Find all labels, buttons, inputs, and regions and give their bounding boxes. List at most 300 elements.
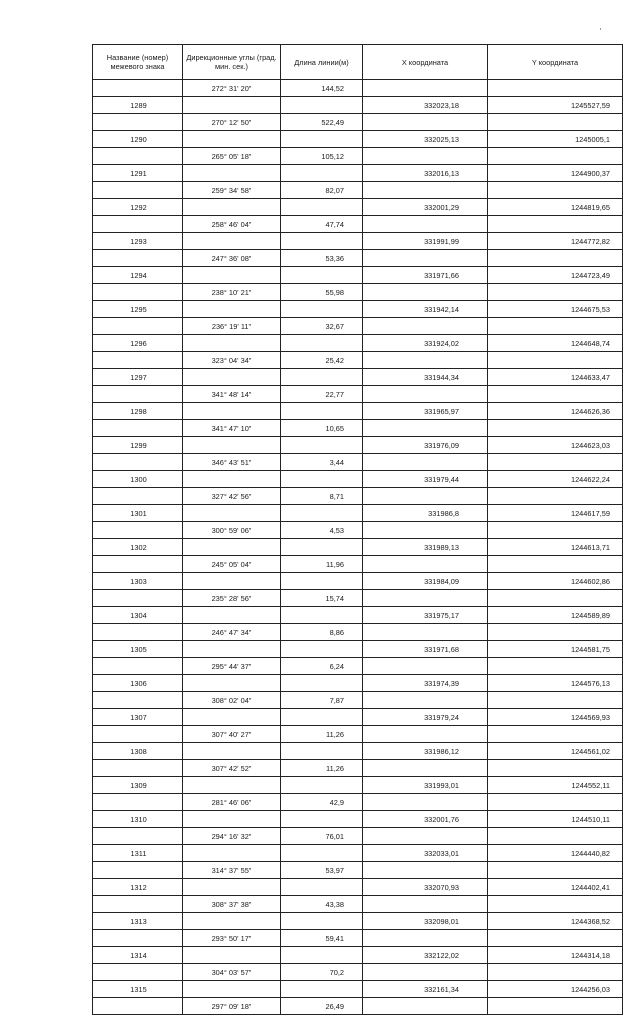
point-row bbox=[93, 607, 623, 624]
line-length-cell: 11,26 bbox=[281, 726, 363, 743]
empty-cell bbox=[93, 930, 183, 947]
line-length-cell: 70,2 bbox=[281, 964, 363, 981]
point-row bbox=[93, 335, 623, 352]
point-name-cell: 1313 bbox=[93, 913, 183, 930]
line-length-cell: 144,52 bbox=[281, 80, 363, 97]
segment-row bbox=[93, 250, 623, 267]
empty-cell bbox=[93, 318, 183, 335]
line-length-cell: 25,42 bbox=[281, 352, 363, 369]
header-point-name: Название (номер) межевого знака bbox=[93, 45, 183, 80]
y-coordinate-cell: 1244569,93 bbox=[488, 709, 623, 726]
y-coordinate-cell: 1245005,1 bbox=[488, 131, 623, 148]
direction-angle-cell: 259° 34' 58" bbox=[183, 182, 281, 199]
empty-cell bbox=[183, 165, 281, 182]
segment-row bbox=[93, 930, 623, 947]
point-row bbox=[93, 845, 623, 862]
x-coordinate-cell: 331975,17 bbox=[363, 607, 488, 624]
empty-cell bbox=[93, 488, 183, 505]
line-length-cell: 53,36 bbox=[281, 250, 363, 267]
point-name-cell: 1304 bbox=[93, 607, 183, 624]
direction-angle-cell: 238° 10' 21" bbox=[183, 284, 281, 301]
x-coordinate-cell: 331979,44 bbox=[363, 471, 488, 488]
segment-row bbox=[93, 352, 623, 369]
point-row bbox=[93, 981, 623, 998]
direction-angle-cell: 258° 46' 04" bbox=[183, 216, 281, 233]
x-coordinate-cell: 331974,39 bbox=[363, 675, 488, 692]
line-length-cell: 105,12 bbox=[281, 148, 363, 165]
empty-cell bbox=[183, 131, 281, 148]
segment-row bbox=[93, 896, 623, 913]
empty-cell bbox=[488, 80, 623, 97]
line-length-cell: 53,97 bbox=[281, 862, 363, 879]
segment-row bbox=[93, 726, 623, 743]
segment-row bbox=[93, 148, 623, 165]
line-length-cell: 15,74 bbox=[281, 590, 363, 607]
x-coordinate-cell: 331986,8 bbox=[363, 505, 488, 522]
segment-row bbox=[93, 794, 623, 811]
x-coordinate-cell: 332016,13 bbox=[363, 165, 488, 182]
x-coordinate-cell: 332033,01 bbox=[363, 845, 488, 862]
empty-cell bbox=[363, 794, 488, 811]
direction-angle-cell: 346° 43' 51" bbox=[183, 454, 281, 471]
x-coordinate-cell: 331986,12 bbox=[363, 743, 488, 760]
point-row bbox=[93, 165, 623, 182]
empty-cell bbox=[281, 199, 363, 216]
header-y-coordinate: Y координата bbox=[488, 45, 623, 80]
direction-angle-cell: 307° 40' 27" bbox=[183, 726, 281, 743]
empty-cell bbox=[363, 148, 488, 165]
empty-cell bbox=[281, 777, 363, 794]
y-coordinate-cell: 1244314,18 bbox=[488, 947, 623, 964]
empty-cell bbox=[363, 284, 488, 301]
empty-cell bbox=[281, 437, 363, 454]
empty-cell bbox=[281, 471, 363, 488]
empty-cell bbox=[93, 726, 183, 743]
empty-cell bbox=[488, 250, 623, 267]
empty-cell bbox=[488, 420, 623, 437]
empty-cell bbox=[93, 998, 183, 1015]
segment-row bbox=[93, 556, 623, 573]
line-length-cell: 6,24 bbox=[281, 658, 363, 675]
x-coordinate-cell: 332025,13 bbox=[363, 131, 488, 148]
empty-cell bbox=[183, 199, 281, 216]
point-name-cell: 1296 bbox=[93, 335, 183, 352]
x-coordinate-cell: 331984,09 bbox=[363, 573, 488, 590]
empty-cell bbox=[93, 828, 183, 845]
empty-cell bbox=[363, 726, 488, 743]
segment-row bbox=[93, 760, 623, 777]
empty-cell bbox=[363, 964, 488, 981]
y-coordinate-cell: 1244561,02 bbox=[488, 743, 623, 760]
direction-angle-cell: 245° 05' 04" bbox=[183, 556, 281, 573]
point-row bbox=[93, 471, 623, 488]
segment-row bbox=[93, 386, 623, 403]
point-name-cell: 1294 bbox=[93, 267, 183, 284]
direction-angle-cell: 300° 59' 06" bbox=[183, 522, 281, 539]
empty-cell bbox=[488, 726, 623, 743]
empty-cell bbox=[93, 420, 183, 437]
empty-cell bbox=[183, 981, 281, 998]
empty-cell bbox=[488, 522, 623, 539]
x-coordinate-cell: 331942,14 bbox=[363, 301, 488, 318]
point-row bbox=[93, 913, 623, 930]
line-length-cell: 47,74 bbox=[281, 216, 363, 233]
empty-cell bbox=[183, 947, 281, 964]
point-name-cell: 1312 bbox=[93, 879, 183, 896]
empty-cell bbox=[183, 641, 281, 658]
segment-row bbox=[93, 488, 623, 505]
point-name-cell: 1307 bbox=[93, 709, 183, 726]
line-length-cell: 42,9 bbox=[281, 794, 363, 811]
direction-angle-cell: 297° 09' 18" bbox=[183, 998, 281, 1015]
point-row bbox=[93, 879, 623, 896]
point-row bbox=[93, 641, 623, 658]
line-length-cell: 55,98 bbox=[281, 284, 363, 301]
empty-cell bbox=[363, 828, 488, 845]
line-length-cell: 59,41 bbox=[281, 930, 363, 947]
point-row bbox=[93, 505, 623, 522]
y-coordinate-cell: 1244440,82 bbox=[488, 845, 623, 862]
point-row bbox=[93, 403, 623, 420]
segment-row bbox=[93, 998, 623, 1015]
empty-cell bbox=[488, 998, 623, 1015]
empty-cell bbox=[183, 913, 281, 930]
line-length-cell: 3,44 bbox=[281, 454, 363, 471]
empty-cell bbox=[93, 760, 183, 777]
point-row bbox=[93, 709, 623, 726]
line-length-cell: 76,01 bbox=[281, 828, 363, 845]
point-row bbox=[93, 811, 623, 828]
line-length-cell: 32,67 bbox=[281, 318, 363, 335]
empty-cell bbox=[183, 539, 281, 556]
point-name-cell: 1305 bbox=[93, 641, 183, 658]
empty-cell bbox=[93, 352, 183, 369]
boundary-coordinates-table bbox=[92, 44, 623, 1015]
header-direction-angle: Дирекционные углы (град. мин. сек.) bbox=[183, 45, 281, 80]
empty-cell bbox=[488, 114, 623, 131]
direction-angle-cell: 327° 42' 56" bbox=[183, 488, 281, 505]
empty-cell bbox=[363, 590, 488, 607]
segment-row bbox=[93, 454, 623, 471]
empty-cell bbox=[93, 590, 183, 607]
segment-row bbox=[93, 522, 623, 539]
empty-cell bbox=[183, 233, 281, 250]
point-name-cell: 1299 bbox=[93, 437, 183, 454]
x-coordinate-cell: 331971,66 bbox=[363, 267, 488, 284]
point-name-cell: 1297 bbox=[93, 369, 183, 386]
empty-cell bbox=[93, 692, 183, 709]
empty-cell bbox=[281, 709, 363, 726]
point-row bbox=[93, 573, 623, 590]
empty-cell bbox=[363, 386, 488, 403]
y-coordinate-cell: 1244368,52 bbox=[488, 913, 623, 930]
point-row bbox=[93, 199, 623, 216]
empty-cell bbox=[488, 182, 623, 199]
segment-row bbox=[93, 692, 623, 709]
table-body bbox=[93, 80, 623, 1015]
point-name-cell: 1302 bbox=[93, 539, 183, 556]
empty-cell bbox=[363, 692, 488, 709]
empty-cell bbox=[281, 947, 363, 964]
empty-cell bbox=[488, 658, 623, 675]
direction-angle-cell: 341° 47' 10" bbox=[183, 420, 281, 437]
empty-cell bbox=[183, 709, 281, 726]
x-coordinate-cell: 331993,01 bbox=[363, 777, 488, 794]
x-coordinate-cell: 331965,97 bbox=[363, 403, 488, 420]
empty-cell bbox=[488, 454, 623, 471]
line-length-cell: 10,65 bbox=[281, 420, 363, 437]
empty-cell bbox=[281, 607, 363, 624]
x-coordinate-cell: 331979,24 bbox=[363, 709, 488, 726]
y-coordinate-cell: 1244589,89 bbox=[488, 607, 623, 624]
empty-cell bbox=[363, 352, 488, 369]
empty-cell bbox=[93, 556, 183, 573]
point-row bbox=[93, 97, 623, 114]
segment-row bbox=[93, 318, 623, 335]
empty-cell bbox=[363, 930, 488, 947]
point-row bbox=[93, 233, 623, 250]
empty-cell bbox=[183, 505, 281, 522]
empty-cell bbox=[93, 862, 183, 879]
empty-cell bbox=[488, 318, 623, 335]
point-row bbox=[93, 539, 623, 556]
empty-cell bbox=[93, 386, 183, 403]
direction-angle-cell: 304° 03' 57" bbox=[183, 964, 281, 981]
line-length-cell: 43,38 bbox=[281, 896, 363, 913]
y-coordinate-cell: 1244648,74 bbox=[488, 335, 623, 352]
x-coordinate-cell: 332023,18 bbox=[363, 97, 488, 114]
y-coordinate-cell: 1244819,65 bbox=[488, 199, 623, 216]
empty-cell bbox=[488, 284, 623, 301]
segment-row bbox=[93, 216, 623, 233]
empty-cell bbox=[363, 318, 488, 335]
y-coordinate-cell: 1244675,53 bbox=[488, 301, 623, 318]
empty-cell bbox=[363, 114, 488, 131]
empty-cell bbox=[363, 998, 488, 1015]
line-length-cell: 11,96 bbox=[281, 556, 363, 573]
line-length-cell: 82,07 bbox=[281, 182, 363, 199]
x-coordinate-cell: 332161,34 bbox=[363, 981, 488, 998]
point-name-cell: 1295 bbox=[93, 301, 183, 318]
x-coordinate-cell: 331989,13 bbox=[363, 539, 488, 556]
empty-cell bbox=[93, 964, 183, 981]
point-name-cell: 1298 bbox=[93, 403, 183, 420]
point-name-cell: 1311 bbox=[93, 845, 183, 862]
empty-cell bbox=[281, 675, 363, 692]
x-coordinate-cell: 332001,29 bbox=[363, 199, 488, 216]
direction-angle-cell: 341° 48' 14" bbox=[183, 386, 281, 403]
empty-cell bbox=[281, 913, 363, 930]
point-name-cell: 1291 bbox=[93, 165, 183, 182]
line-length-cell: 11,26 bbox=[281, 760, 363, 777]
point-name-cell: 1301 bbox=[93, 505, 183, 522]
point-name-cell: 1290 bbox=[93, 131, 183, 148]
segment-row bbox=[93, 828, 623, 845]
empty-cell bbox=[183, 607, 281, 624]
segment-row bbox=[93, 624, 623, 641]
x-coordinate-cell: 332098,01 bbox=[363, 913, 488, 930]
segment-row bbox=[93, 114, 623, 131]
x-coordinate-cell: 331971,68 bbox=[363, 641, 488, 658]
empty-cell bbox=[488, 624, 623, 641]
empty-cell bbox=[281, 539, 363, 556]
empty-cell bbox=[488, 862, 623, 879]
empty-cell bbox=[281, 233, 363, 250]
empty-cell bbox=[488, 930, 623, 947]
point-row bbox=[93, 267, 623, 284]
empty-cell bbox=[281, 505, 363, 522]
empty-cell bbox=[183, 301, 281, 318]
segment-row bbox=[93, 80, 623, 97]
y-coordinate-cell: 1244402,41 bbox=[488, 879, 623, 896]
empty-cell bbox=[93, 794, 183, 811]
point-name-cell: 1292 bbox=[93, 199, 183, 216]
empty-cell bbox=[93, 658, 183, 675]
empty-cell bbox=[281, 97, 363, 114]
y-coordinate-cell: 1244256,03 bbox=[488, 981, 623, 998]
empty-cell bbox=[183, 573, 281, 590]
direction-angle-cell: 272° 31' 20" bbox=[183, 80, 281, 97]
y-coordinate-cell: 1244900,37 bbox=[488, 165, 623, 182]
empty-cell bbox=[488, 760, 623, 777]
direction-angle-cell: 270° 12' 50" bbox=[183, 114, 281, 131]
empty-cell bbox=[93, 896, 183, 913]
empty-cell bbox=[488, 828, 623, 845]
empty-cell bbox=[183, 97, 281, 114]
x-coordinate-cell: 331944,34 bbox=[363, 369, 488, 386]
empty-cell bbox=[281, 403, 363, 420]
point-row bbox=[93, 947, 623, 964]
empty-cell bbox=[363, 760, 488, 777]
x-coordinate-cell: 331924,02 bbox=[363, 335, 488, 352]
y-coordinate-cell: 1244576,13 bbox=[488, 675, 623, 692]
line-length-cell: 8,71 bbox=[281, 488, 363, 505]
empty-cell bbox=[183, 267, 281, 284]
point-name-cell: 1315 bbox=[93, 981, 183, 998]
empty-cell bbox=[93, 624, 183, 641]
segment-row bbox=[93, 964, 623, 981]
empty-cell bbox=[93, 454, 183, 471]
direction-angle-cell: 293° 50' 17" bbox=[183, 930, 281, 947]
line-length-cell: 4,53 bbox=[281, 522, 363, 539]
y-coordinate-cell: 1244613,71 bbox=[488, 539, 623, 556]
empty-cell bbox=[488, 794, 623, 811]
empty-cell bbox=[281, 811, 363, 828]
header-line-length: Длина линии(м) bbox=[281, 45, 363, 80]
y-coordinate-cell: 1244617,59 bbox=[488, 505, 623, 522]
empty-cell bbox=[363, 488, 488, 505]
point-row bbox=[93, 675, 623, 692]
empty-cell bbox=[488, 148, 623, 165]
x-coordinate-cell: 332070,93 bbox=[363, 879, 488, 896]
empty-cell bbox=[281, 641, 363, 658]
point-row bbox=[93, 777, 623, 794]
table-header-row bbox=[93, 45, 623, 80]
point-name-cell: 1306 bbox=[93, 675, 183, 692]
y-coordinate-cell: 1244510,11 bbox=[488, 811, 623, 828]
line-length-cell: 7,87 bbox=[281, 692, 363, 709]
empty-cell bbox=[363, 862, 488, 879]
direction-angle-cell: 308° 37' 38" bbox=[183, 896, 281, 913]
empty-cell bbox=[363, 420, 488, 437]
point-name-cell: 1308 bbox=[93, 743, 183, 760]
scan-speck bbox=[600, 28, 601, 30]
line-length-cell: 522,49 bbox=[281, 114, 363, 131]
direction-angle-cell: 246° 47' 34" bbox=[183, 624, 281, 641]
empty-cell bbox=[281, 981, 363, 998]
empty-cell bbox=[488, 590, 623, 607]
y-coordinate-cell: 1244552,11 bbox=[488, 777, 623, 794]
y-coordinate-cell: 1244626,36 bbox=[488, 403, 623, 420]
direction-angle-cell: 308° 02' 04" bbox=[183, 692, 281, 709]
direction-angle-cell: 265° 05' 18" bbox=[183, 148, 281, 165]
empty-cell bbox=[281, 301, 363, 318]
empty-cell bbox=[363, 522, 488, 539]
empty-cell bbox=[93, 80, 183, 97]
empty-cell bbox=[281, 743, 363, 760]
point-name-cell: 1303 bbox=[93, 573, 183, 590]
empty-cell bbox=[281, 267, 363, 284]
point-name-cell: 1289 bbox=[93, 97, 183, 114]
empty-cell bbox=[281, 369, 363, 386]
empty-cell bbox=[363, 216, 488, 233]
empty-cell bbox=[183, 437, 281, 454]
direction-angle-cell: 247° 36' 08" bbox=[183, 250, 281, 267]
point-row bbox=[93, 131, 623, 148]
point-name-cell: 1310 bbox=[93, 811, 183, 828]
x-coordinate-cell: 331976,09 bbox=[363, 437, 488, 454]
y-coordinate-cell: 1244772,82 bbox=[488, 233, 623, 250]
empty-cell bbox=[93, 182, 183, 199]
empty-cell bbox=[93, 148, 183, 165]
x-coordinate-cell: 332001,76 bbox=[363, 811, 488, 828]
empty-cell bbox=[363, 896, 488, 913]
point-row bbox=[93, 301, 623, 318]
empty-cell bbox=[93, 250, 183, 267]
y-coordinate-cell: 1244581,75 bbox=[488, 641, 623, 658]
empty-cell bbox=[183, 403, 281, 420]
empty-cell bbox=[281, 335, 363, 352]
direction-angle-cell: 323° 04' 34" bbox=[183, 352, 281, 369]
segment-row bbox=[93, 182, 623, 199]
point-name-cell: 1314 bbox=[93, 947, 183, 964]
empty-cell bbox=[183, 811, 281, 828]
segment-row bbox=[93, 862, 623, 879]
direction-angle-cell: 294° 16' 32" bbox=[183, 828, 281, 845]
y-coordinate-cell: 1244623,03 bbox=[488, 437, 623, 454]
y-coordinate-cell: 1245527,59 bbox=[488, 97, 623, 114]
empty-cell bbox=[281, 879, 363, 896]
empty-cell bbox=[363, 658, 488, 675]
empty-cell bbox=[281, 573, 363, 590]
empty-cell bbox=[93, 522, 183, 539]
segment-row bbox=[93, 658, 623, 675]
direction-angle-cell: 281° 46' 06" bbox=[183, 794, 281, 811]
direction-angle-cell: 314° 37' 55" bbox=[183, 862, 281, 879]
y-coordinate-cell: 1244602,86 bbox=[488, 573, 623, 590]
empty-cell bbox=[488, 964, 623, 981]
empty-cell bbox=[488, 352, 623, 369]
empty-cell bbox=[363, 182, 488, 199]
header-x-coordinate: X координата bbox=[363, 45, 488, 80]
empty-cell bbox=[363, 556, 488, 573]
empty-cell bbox=[183, 743, 281, 760]
empty-cell bbox=[93, 216, 183, 233]
empty-cell bbox=[183, 675, 281, 692]
direction-angle-cell: 295° 44' 37" bbox=[183, 658, 281, 675]
empty-cell bbox=[363, 250, 488, 267]
empty-cell bbox=[363, 80, 488, 97]
